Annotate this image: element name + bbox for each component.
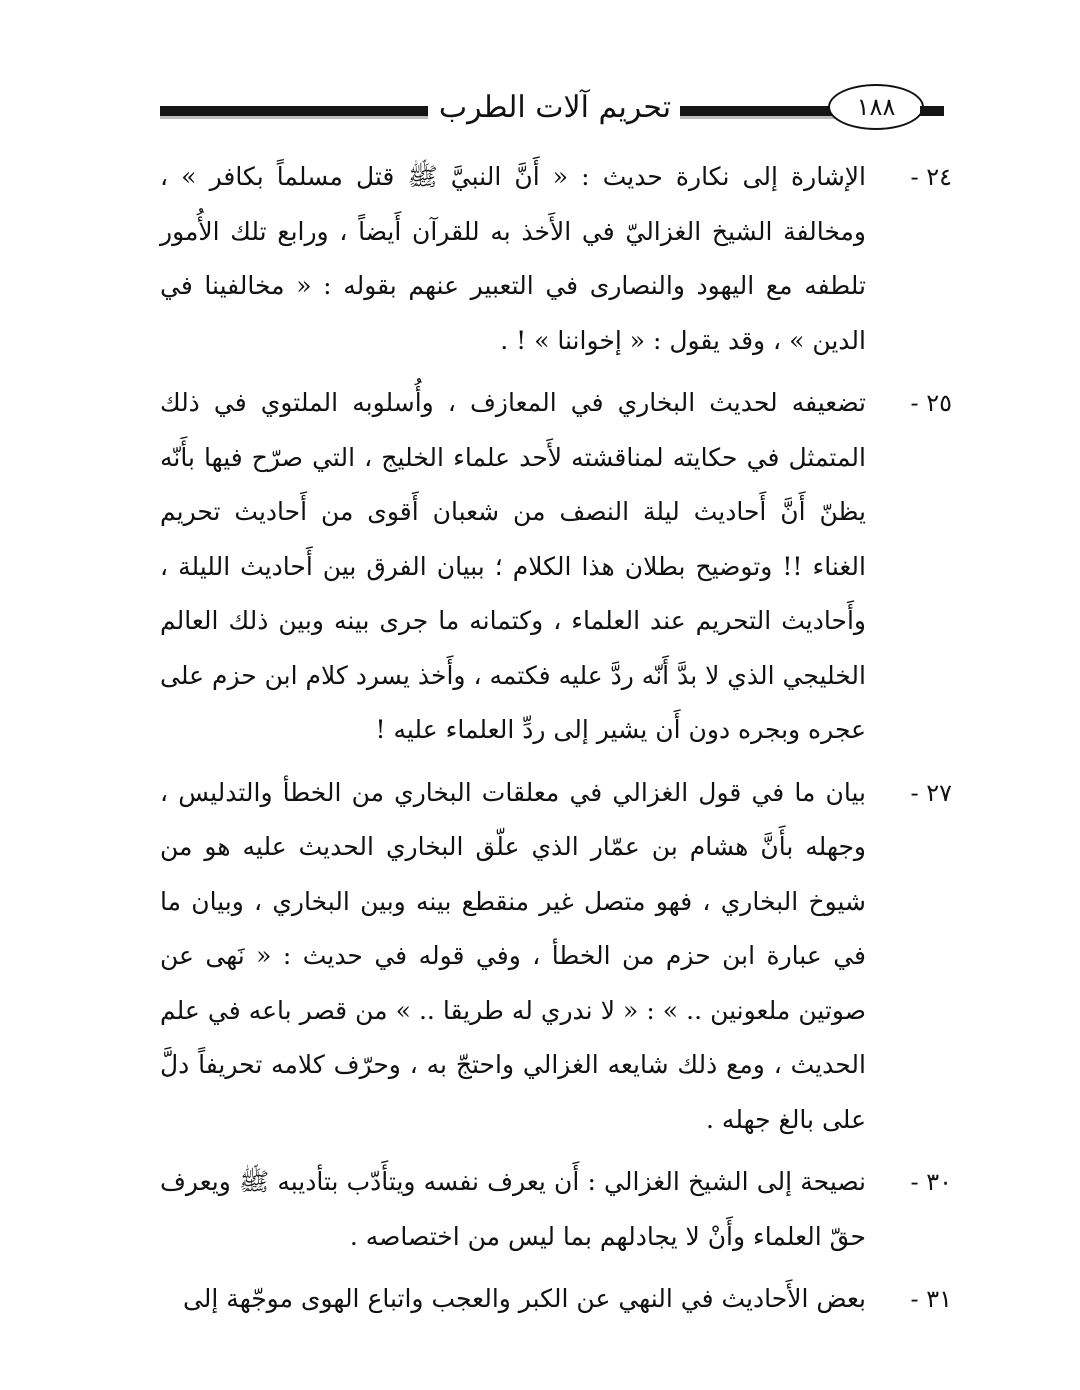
item-number: ٣٠ - — [910, 1168, 952, 1196]
item-text: بعض الأَحاديث في النهي عن الكبر والعجب واتباع الهوى موجّهة إلى — [182, 1284, 866, 1313]
page-number: ١٨٨ — [828, 84, 924, 130]
list-item — [160, 150, 952, 368]
item-text: نصيحة إلى الشيخ الغزالي : أَن يعرف نفسه ويتأَدّب بتأديبه ﷺ ويعرف حقّ العلماء وأَنْ لا يجادلهم بما ليس من اختصاصه . — [160, 1167, 866, 1251]
item-text: الإشارة إلى نكارة حديث : « أَنَّ النبيَّ ﷺ قتل مسلماً بكافر » ، ومخالفة الشيخ الغزاليّ في الأَخذ به للقرآن أَيضاً ، ورابع تلك الأُمور تلطفه مع اليهود والنصارى في التعبير عنهم بقوله : « مخالفينا في الدين » ، وقد يقول : « إخواننا » ! . — [160, 162, 866, 355]
list-item — [160, 1155, 952, 1264]
header-rule-middle — [680, 106, 850, 119]
item-number: ٢٧ - — [910, 778, 952, 807]
list-item — [160, 376, 952, 758]
header-rule-left — [160, 106, 428, 119]
item-number: ٣١ - — [910, 1285, 952, 1313]
item-number: ٢٥ - — [910, 389, 952, 417]
item-number: ٢٤ - — [910, 163, 952, 191]
item-text: تضعيفه لحديث البخاري في المعازف ، وأُسلوبه الملتوي في ذلك المتمثل في حكايته لمناقشته لأَحد علماء الخليج ، التي صرّح فيها بأَنّه يظنّ أَنَّ أَحاديث ليلة النصف من شعبان أَقوى من أَحاديث تحريم الغناء !! وتوضيح بطلان هذا الكلام ؛ ببيان الفرق بين أَحاديث الليلة ، وأَحاديث التحريم عند العلماء ، وكتمانه ما جرى بينه وبين ذلك العالم الخليجي الذي لا بدَّ أَنّه ردَّ عليه فكتمه ، وأَخذ يسرد كلام ابن حزم على عجره وبجره دون أَن يشير إلى ردِّ العلماء عليه ! — [160, 388, 866, 744]
page-body — [160, 150, 952, 1335]
page-header — [160, 82, 944, 134]
running-title: تحريم آلات الطرب — [438, 89, 672, 125]
list-item — [160, 1272, 952, 1327]
header-rule-right — [920, 106, 944, 116]
list-item — [160, 766, 952, 1148]
item-text: بيان ما في قول الغزالي في معلقات البخاري من الخطأ والتدليس ، وجهله بأَنَّ هشام بن عمّار الذي علّق البخاري الحديث عليه هو من شيوخ البخاري ، فهو متصل غير منقطع بينه وبين البخاري ، وبيان ما في عبارة ابن حزم من الخطأ ، وفي قوله في حديث : « نَهى عن صوتين ملعونين .. » : « لا ندري له طريقا .. » من قصر باعه في علم الحديث ، ومع ذلك شايعه الغزالي واحتجّ به ، وحرّف كلامه تحريفاً دلَّ على بالغ جهله . — [160, 777, 866, 1134]
